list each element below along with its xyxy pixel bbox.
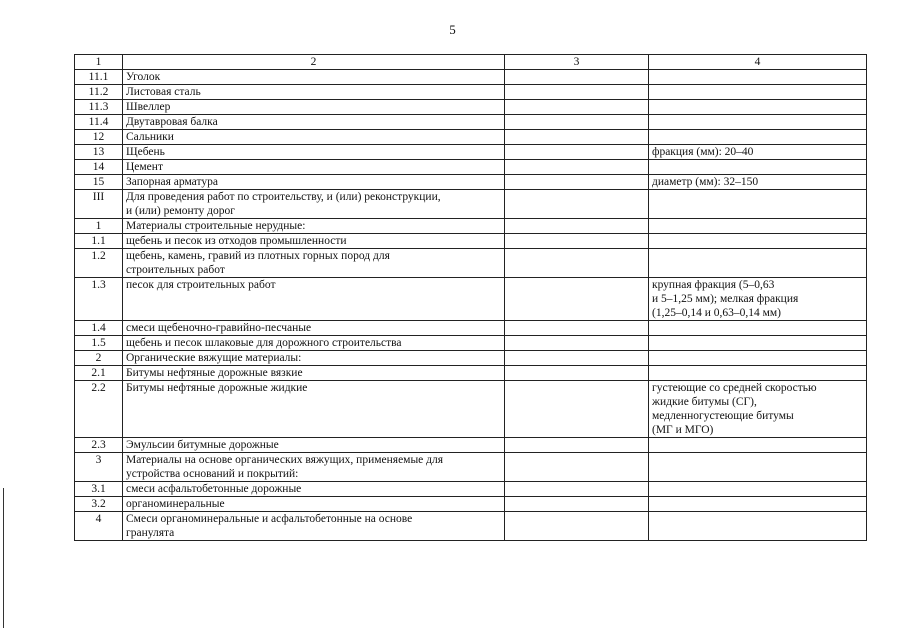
- row-col4-cell: [649, 190, 867, 219]
- row-number-cell: 1.1: [75, 234, 123, 249]
- row-name-cell: щебень и песок шлаковые для дорожного строительства: [123, 336, 505, 351]
- row-number-cell: 2.1: [75, 366, 123, 381]
- row-col4-cell: [649, 321, 867, 336]
- row-col3-cell: [505, 160, 649, 175]
- row-name-cell: Битумы нефтяные дорожные жидкие: [123, 381, 505, 438]
- row-number-cell: 11.3: [75, 100, 123, 115]
- table-row: [75, 497, 867, 512]
- row-col4-cell: [649, 249, 867, 278]
- row-name-cell: щебень, камень, гравий из плотных горных пород для строительных работ: [123, 249, 505, 278]
- row-name-cell: органоминеральные: [123, 497, 505, 512]
- table-row: [75, 366, 867, 381]
- row-name-cell: Материалы на основе органических вяжущих, применяемые для устройства оснований и покрытий:: [123, 453, 505, 482]
- row-number-cell: 1.3: [75, 278, 123, 321]
- row-col4-cell: [649, 85, 867, 100]
- row-name-cell: смеси асфальтобетонные дорожные: [123, 482, 505, 497]
- row-col4-cell: [649, 482, 867, 497]
- row-col4-cell: [649, 366, 867, 381]
- header-cell: 1: [75, 55, 123, 70]
- row-name-cell: Запорная арматура: [123, 175, 505, 190]
- row-name-cell: Листовая сталь: [123, 85, 505, 100]
- table-row: [75, 70, 867, 85]
- row-col3-cell: [505, 115, 649, 130]
- row-col4-cell: [649, 453, 867, 482]
- row-col4-cell: [649, 512, 867, 541]
- row-col3-cell: [505, 190, 649, 219]
- row-number-cell: 3.1: [75, 482, 123, 497]
- table-row: [75, 351, 867, 366]
- row-col4-cell: диаметр (мм): 32–150: [649, 175, 867, 190]
- row-col3-cell: [505, 70, 649, 85]
- row-number-cell: 11.4: [75, 115, 123, 130]
- row-col3-cell: [505, 145, 649, 160]
- row-number-cell: 1.4: [75, 321, 123, 336]
- row-col4-cell: [649, 100, 867, 115]
- row-name-cell: Органические вяжущие материалы:: [123, 351, 505, 366]
- row-col3-cell: [505, 497, 649, 512]
- table-row: [75, 336, 867, 351]
- table-row: [75, 175, 867, 190]
- table-row: [75, 249, 867, 278]
- row-number-cell: 11.1: [75, 70, 123, 85]
- row-col4-cell: [649, 130, 867, 145]
- materials-table: [74, 54, 867, 541]
- row-col4-cell: [649, 497, 867, 512]
- header-cell: 2: [123, 55, 505, 70]
- row-col4-cell: [649, 336, 867, 351]
- row-number-cell: 11.2: [75, 85, 123, 100]
- row-col4-cell: [649, 234, 867, 249]
- row-name-cell: Смеси органоминеральные и асфальтобетонные на основе гранулята: [123, 512, 505, 541]
- row-name-cell: Уголок: [123, 70, 505, 85]
- row-number-cell: 12: [75, 130, 123, 145]
- row-name-cell: Эмульсии битумные дорожные: [123, 438, 505, 453]
- row-col4-cell: [649, 115, 867, 130]
- table-row: [75, 482, 867, 497]
- row-number-cell: 3.2: [75, 497, 123, 512]
- row-number-cell: 2: [75, 351, 123, 366]
- row-col4-cell: крупная фракция (5–0,63 и 5–1,25 мм); мелкая фракция (1,25–0,14 и 0,63–0,14 мм): [649, 278, 867, 321]
- row-col3-cell: [505, 453, 649, 482]
- row-col3-cell: [505, 381, 649, 438]
- row-name-cell: щебень и песок из отходов промышленности: [123, 234, 505, 249]
- row-name-cell: Сальники: [123, 130, 505, 145]
- row-name-cell: Материалы строительные нерудные:: [123, 219, 505, 234]
- table-row: [75, 321, 867, 336]
- table-row: [75, 453, 867, 482]
- row-number-cell: 3: [75, 453, 123, 482]
- page-number: 5: [449, 22, 456, 37]
- row-col3-cell: [505, 366, 649, 381]
- row-name-cell: Битумы нефтяные дорожные вязкие: [123, 366, 505, 381]
- table-row: [75, 190, 867, 219]
- row-col4-cell: [649, 160, 867, 175]
- row-number-cell: 2.2: [75, 381, 123, 438]
- row-number-cell: III: [75, 190, 123, 219]
- row-col3-cell: [505, 219, 649, 234]
- row-number-cell: 1: [75, 219, 123, 234]
- table-row: [75, 234, 867, 249]
- table-row: [75, 278, 867, 321]
- row-col3-cell: [505, 438, 649, 453]
- row-name-cell: песок для строительных работ: [123, 278, 505, 321]
- row-name-cell: смеси щебеночно-гравийно-песчаные: [123, 321, 505, 336]
- header-cell: 3: [505, 55, 649, 70]
- table-row: [75, 438, 867, 453]
- row-col4-cell: густеющие со средней скоростью жидкие битумы (СГ), медленногустеющие битумы (МГ и МГО): [649, 381, 867, 438]
- row-col3-cell: [505, 351, 649, 366]
- table-row: [75, 130, 867, 145]
- margin-line: [3, 488, 4, 628]
- row-number-cell: 1.2: [75, 249, 123, 278]
- row-col4-cell: [649, 70, 867, 85]
- row-number-cell: 2.3: [75, 438, 123, 453]
- row-col3-cell: [505, 85, 649, 100]
- header-cell: 4: [649, 55, 867, 70]
- table-row: [75, 115, 867, 130]
- row-number-cell: 14: [75, 160, 123, 175]
- table-row: [75, 512, 867, 541]
- table-row: [75, 100, 867, 115]
- row-col3-cell: [505, 100, 649, 115]
- row-col3-cell: [505, 336, 649, 351]
- row-col4-cell: [649, 351, 867, 366]
- row-col4-cell: фракция (мм): 20–40: [649, 145, 867, 160]
- row-name-cell: Щебень: [123, 145, 505, 160]
- row-col3-cell: [505, 130, 649, 145]
- row-col3-cell: [505, 278, 649, 321]
- row-col3-cell: [505, 249, 649, 278]
- row-col3-cell: [505, 482, 649, 497]
- row-col3-cell: [505, 321, 649, 336]
- row-number-cell: 4: [75, 512, 123, 541]
- table-row: [75, 160, 867, 175]
- row-name-cell: Цемент: [123, 160, 505, 175]
- table-row: [75, 85, 867, 100]
- table-row: [75, 145, 867, 160]
- table-row: [75, 381, 867, 438]
- table-row: [75, 219, 867, 234]
- table-header-row: [75, 55, 867, 70]
- row-col3-cell: [505, 512, 649, 541]
- row-name-cell: Для проведения работ по строительству, и (или) реконструкции, и (или) ремонту дорог: [123, 190, 505, 219]
- row-name-cell: Двутавровая балка: [123, 115, 505, 130]
- row-col3-cell: [505, 234, 649, 249]
- row-col4-cell: [649, 219, 867, 234]
- row-col3-cell: [505, 175, 649, 190]
- row-number-cell: 13: [75, 145, 123, 160]
- row-col4-cell: [649, 438, 867, 453]
- row-name-cell: Швеллер: [123, 100, 505, 115]
- row-number-cell: 1.5: [75, 336, 123, 351]
- row-number-cell: 15: [75, 175, 123, 190]
